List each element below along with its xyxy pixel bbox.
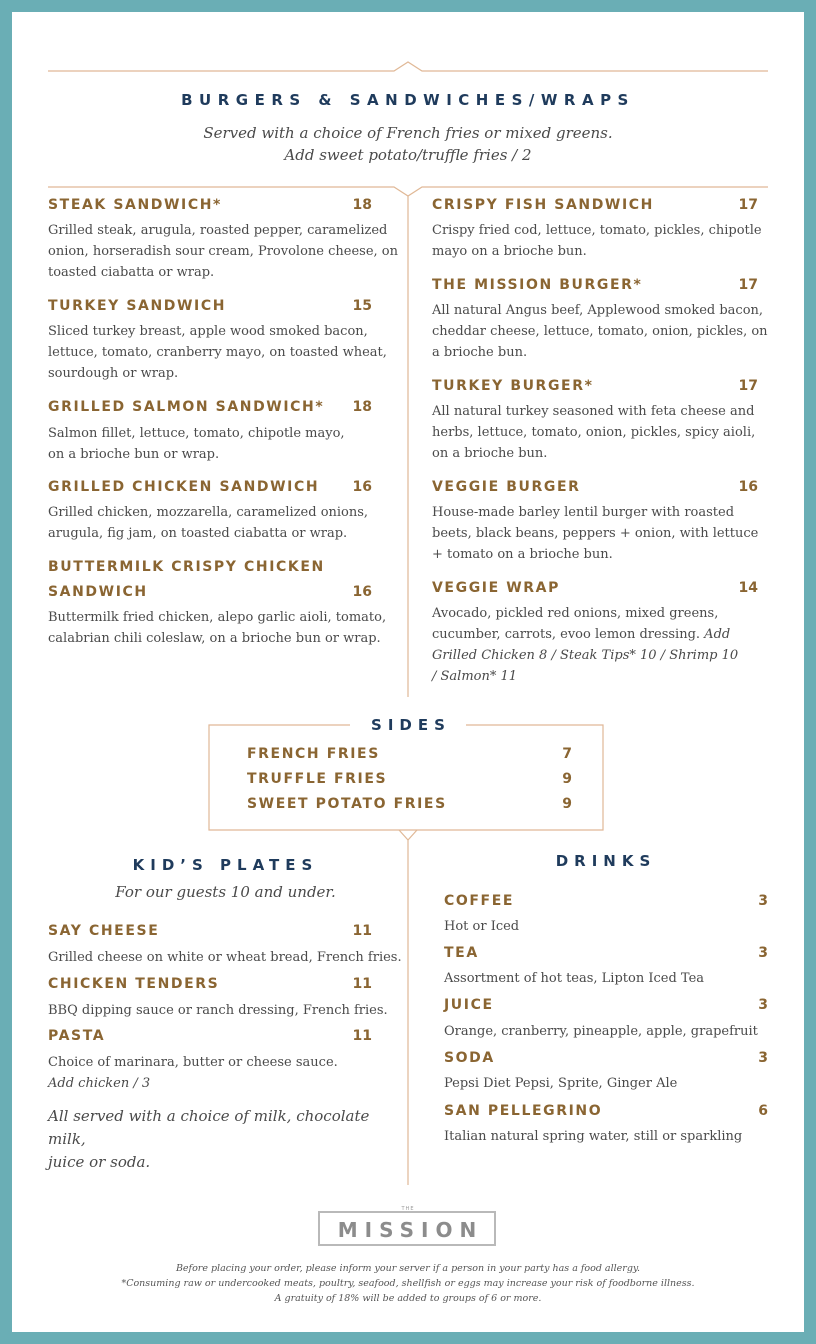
desc-line: on a brioche bun or wrap. [48, 447, 220, 462]
desc-line: Sliced turkey breast, apple wood smoked bacon, [48, 324, 368, 339]
menu-item-desc [48, 502, 403, 544]
desc-line: All natural turkey seasoned with feta cheese and [432, 404, 755, 419]
kids-item-addon: Add chicken / 3 [48, 1076, 151, 1091]
drink-item-name: JUICE [444, 997, 494, 1013]
desc-text: cucumber, carrots, evoo lemon dressing. [432, 627, 701, 642]
kids-item-price: 11 [352, 923, 372, 939]
desc-line: calabrian chili coleslaw, on a brioche bun or wrap. [48, 631, 381, 646]
desc-line: on a brioche bun. [432, 446, 548, 461]
menu-item-desc [432, 300, 772, 363]
menu-item-price: 18 [352, 197, 372, 213]
desc-line [432, 624, 772, 645]
menu-item-name: GRILLED CHICKEN SANDWICH [48, 479, 320, 495]
footer-gratuity-notice: A gratuity of 18% will be added to groups of 6 or more. [274, 1293, 542, 1304]
desc-line: Buttermilk fried chicken, alepo garlic aioli, tomato, [48, 610, 387, 625]
kids-footer-note [48, 1105, 408, 1174]
desc-line: mayo on a brioche bun. [432, 244, 587, 259]
desc-line: House-made barley lentil burger with roasted [432, 505, 735, 520]
menu-item-desc [432, 603, 772, 687]
kids-item-desc: Grilled cheese on white or wheat bread, French fries. [48, 950, 402, 965]
drink-item-desc: Pepsi Diet Pepsi, Sprite, Ginger Ale [444, 1076, 678, 1091]
side-item-price: 9 [562, 796, 572, 812]
menu-item-desc [48, 423, 403, 465]
menu-item-price: 18 [352, 399, 372, 415]
kids-item-desc: BBQ dipping sauce or ranch dressing, French fries. [48, 1003, 388, 1018]
kids-subtitle: For our guests 10 and under. [115, 883, 336, 901]
menu-item-desc [432, 401, 772, 464]
footer-allergy-notice: Before placing your order, please inform your server if a person in your party has a food allergy. [175, 1263, 641, 1274]
desc-line: Grilled steak, arugula, roasted pepper, caramelized [48, 223, 388, 238]
drink-item-price: 3 [758, 1050, 768, 1066]
drink-item-desc: Italian natural spring water, still or sparkling [444, 1129, 743, 1144]
kids-item-price: 11 [352, 976, 372, 992]
drink-item-price: 3 [758, 997, 768, 1013]
menu-item-name: TURKEY SANDWICH [48, 298, 227, 314]
drink-item-desc: Orange, cranberry, pineapple, apple, grapefruit [444, 1024, 758, 1039]
desc-line: Grilled chicken, mozzarella, caramelized onions, [48, 505, 369, 520]
kids-item-desc: Choice of marinara, butter or cheese sauce. [48, 1055, 338, 1070]
drink-item-price: 6 [758, 1103, 768, 1119]
menu-item-desc [432, 502, 772, 565]
desc-line: Grilled Chicken 8 / Steak Tips* 10 / Shrimp 10 [432, 648, 739, 663]
menu-item-name: TURKEY BURGER* [432, 378, 594, 394]
desc-line: / Salmon* 11 [432, 669, 518, 684]
drink-item-desc: Hot or Iced [444, 919, 520, 934]
drink-item-name: SODA [444, 1050, 495, 1066]
desc-line: + tomato on a brioche bun. [432, 547, 613, 562]
desc-line: Salmon fillet, lettuce, tomato, chipotle mayo, [48, 426, 345, 441]
side-item-price: 7 [562, 746, 572, 762]
drink-item-name: SAN PELLEGRINO [444, 1103, 603, 1119]
menu-item-price: 15 [352, 298, 372, 314]
menu-item-name: STEAK SANDWICH* [48, 197, 222, 213]
kids-section-title: KID’S PLATES [132, 856, 319, 874]
drink-item-price: 3 [758, 945, 768, 961]
desc-line: Avocado, pickled red onions, mixed greens, [432, 606, 719, 621]
menu-item-price: 17 [738, 378, 758, 394]
side-item-price: 9 [562, 771, 572, 787]
desc-line: All natural Angus beef, Applewood smoked bacon, [432, 303, 764, 318]
drinks-section-title: DRINKS [555, 852, 657, 870]
menu-item-price: 14 [738, 580, 758, 596]
logo-name: MISSION [337, 1218, 484, 1242]
menu-item-price: 17 [738, 197, 758, 213]
drink-item-desc: Assortment of hot teas, Lipton Iced Tea [444, 971, 705, 986]
desc-line: beets, black beans, peppers + onion, with lettuce [432, 526, 759, 541]
menu-item-name: VEGGIE WRAP [432, 580, 560, 596]
side-item-name: SWEET POTATO FRIES [247, 796, 447, 812]
menu-item-price: 16 [738, 479, 758, 495]
drink-item-price: 3 [758, 893, 768, 909]
menu-item-desc [432, 220, 772, 262]
menu-item-price: 16 [352, 479, 372, 495]
menu-item-name: SANDWICH [48, 584, 148, 600]
restaurant-logo [318, 1211, 496, 1246]
burgers-subtitle-line2: Add sweet potato/truffle fries / 2 [284, 146, 532, 164]
desc-line: Crispy fried cod, lettuce, tomato, pickles, chipotle [432, 223, 762, 238]
menu-item-price: 16 [352, 584, 372, 600]
burgers-subtitle-line1: Served with a choice of French fries or mixed greens. [203, 124, 613, 142]
desc-line: lettuce, tomato, cranberry mayo, on toasted wheat, [48, 345, 387, 360]
note-line: juice or soda. [48, 1153, 151, 1171]
desc-line: sourdough or wrap. [48, 366, 179, 381]
menu-item-desc [48, 607, 403, 649]
sides-section-title: SIDES [371, 716, 451, 734]
drink-item-name: COFFEE [444, 893, 515, 909]
menu-item-name: CRISPY FISH SANDWICH [432, 197, 654, 213]
menu-item-name: VEGGIE BURGER [432, 479, 581, 495]
menu-item-name: THE MISSION BURGER* [432, 277, 643, 293]
menu-item-desc [48, 220, 403, 283]
burgers-section-title: BURGERS & SANDWICHES/WRAPS [181, 91, 635, 109]
kids-item-price: 11 [352, 1028, 372, 1044]
menu-item-desc [48, 321, 403, 384]
desc-line: arugula, fig jam, on toasted ciabatta or wrap. [48, 526, 348, 541]
menu-item-name: GRILLED SALMON SANDWICH* [48, 399, 325, 415]
drink-item-name: TEA [444, 945, 479, 961]
menu-item-price: 17 [738, 277, 758, 293]
footer-raw-food-warning: *Consuming raw or undercooked meats, poultry, seafood, shellfish or eggs may increase your risk of foodborne illness. [121, 1278, 695, 1289]
menu-item-name: BUTTERMILK CRISPY CHICKEN [48, 559, 325, 575]
side-item-name: TRUFFLE FRIES [247, 771, 388, 787]
kids-item-name: PASTA [48, 1028, 106, 1044]
desc-line: toasted ciabatta or wrap. [48, 265, 215, 280]
kids-item-name: SAY CHEESE [48, 923, 160, 939]
desc-line: herbs, lettuce, tomato, onion, pickles, spicy aioli, [432, 425, 756, 440]
kids-item-name: CHICKEN TENDERS [48, 976, 220, 992]
desc-add-text: Add [700, 627, 731, 642]
desc-line: a brioche bun. [432, 345, 528, 360]
desc-line: onion, horseradish sour cream, Provolone cheese, on [48, 244, 398, 259]
logo-small-text: THE [401, 1206, 415, 1212]
side-item-name: FRENCH FRIES [247, 746, 380, 762]
note-line: All served with a choice of milk, chocolate milk, [48, 1107, 370, 1148]
desc-line: cheddar cheese, lettuce, tomato, onion, pickles, on [432, 324, 768, 339]
